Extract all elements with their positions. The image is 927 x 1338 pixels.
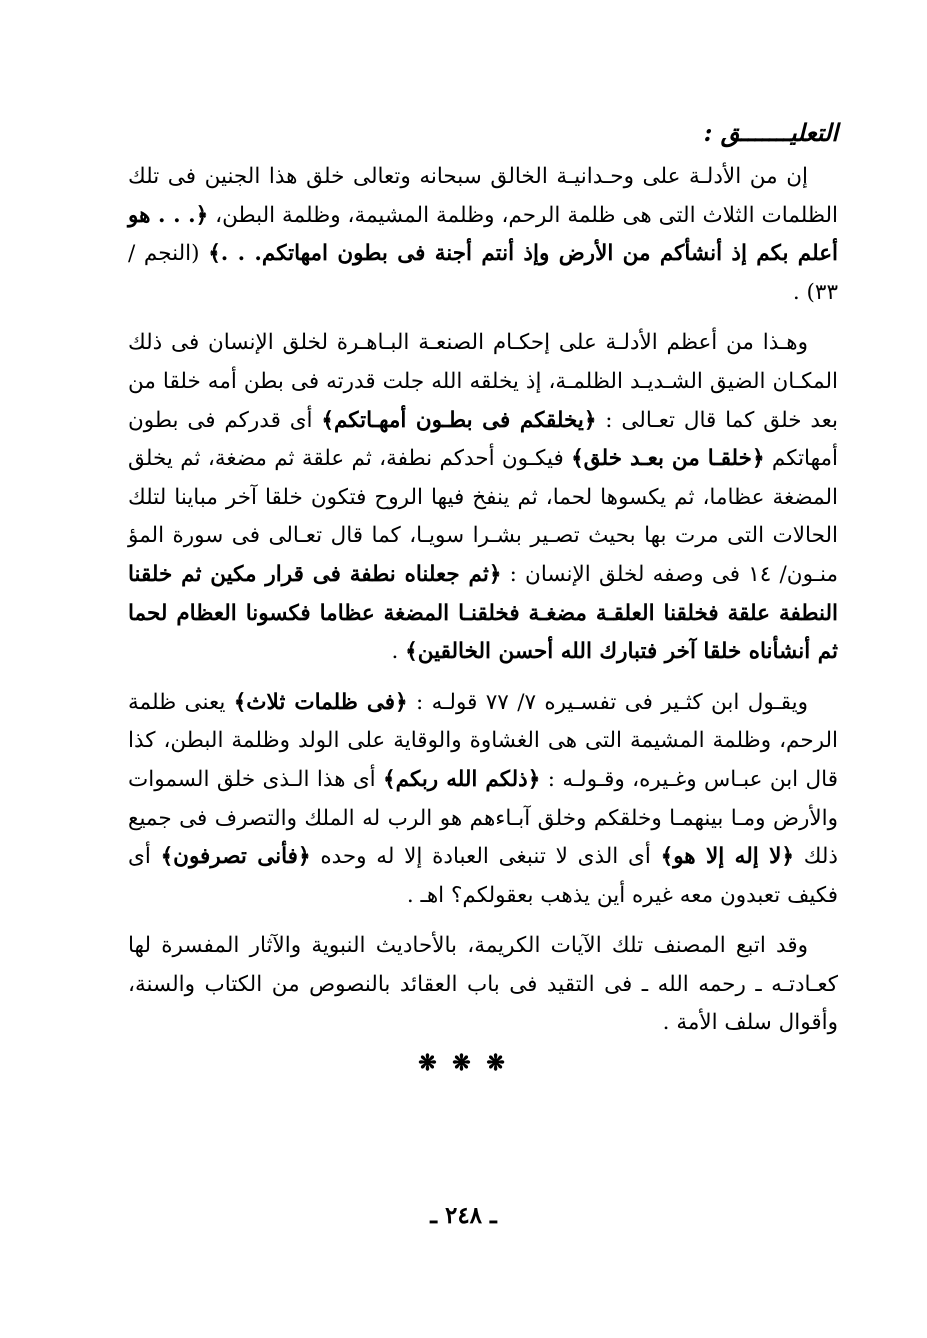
body-text: أى قدركم فى بطون أمهاتكم (128, 407, 839, 472)
quran-quote: ﴿يخلقكم فى بطـون أمهـاتكم﴾ (321, 407, 597, 433)
section-separator: ❋ ❋ ❋ (418, 1050, 509, 1076)
quran-quote: ﴿خلقـا من بعـد خلق﴾ (571, 446, 765, 472)
body-text: أى فكيف تعبدون معه غيره أين يذهب بعقولكم؟ اهـ . (128, 844, 838, 908)
body-text: وهـذا من أعظم الأدلـة على إحكـام الصنعـة البـاهـرة لخلق الإنسان فى ذلك المكـان الضيق الشـديـد الظلمـة، إذ يخلقه الله جلت قدرته فى بطن أمه خلقا من بعد خلق كما قال تعـالى : (128, 330, 839, 433)
body-text: أى هذا الـذى خلق السموات والأرض ومـا بينهمـا وخلقكم وخلق آبـاءهم هو الرب له الملك والتصرف فى جميع ذلك (128, 766, 838, 870)
quran-quote: ﴿فأنى تصرفون﴾ (160, 844, 311, 870)
quran-quote: ﴿. . . هو أعلم بكم إذ أنشأكم من الأرض وإذ أنتم أجنة فى بطون امهاتكم. . .﴾ (128, 202, 839, 267)
quran-quote: ﴿لا إله إلا هو﴾ (660, 844, 794, 870)
body-text: فيكـون أحدكم نطفة، ثم علقة ثم مضغة، ثم يخلق المضغة عظاما، ثم يكسوها لحما، ثم ينفخ فيها الروح فتكون خلقا آخر مباينا لتلك الحالات التى مرت بها بحيث تصـير بشـرا سويـا، كما قال تعـالى فى سورة المؤ منـون/ ١٤ فى وصفه لخلق الإنسان : (128, 446, 838, 587)
paragraph (128, 158, 838, 312)
paragraphs (128, 158, 838, 1043)
body-text: ويقـول ابن كثـير فى تفسـيره ٧/ ٧٧ قولـه : (407, 689, 808, 715)
body-text: وقد اتبع المصنف تلك الآيات الكريمة، بالأحاديث النبوية والآثار المفسرة لها كعـادتـه ـ رحمه الله ـ فى التقيد فى باب العقائد بالنصوص من الكتاب والسنة، وأقوال سلف الأمة . (128, 933, 838, 1036)
quran-quote: ﴿ثم جعلناه نطفة فى قرار مكين ثم خلقنا النطفة علقة فخلقنا العلقـة مضغـة فخلقنـا المضغة عظاما فكسونا العظام لحما ثم أنشأناه خلقا آخر فتبارك الله أحسن الخالقين﴾ (128, 561, 838, 665)
body-text: . (391, 639, 406, 665)
page-body (128, 112, 838, 1055)
body-text: أى الذى لا تنبغى العبادة إلا له وحده (310, 844, 661, 870)
paragraph (128, 684, 838, 916)
section-heading: التعليـــــــق : (703, 118, 838, 147)
page-number: ـ ٢٤٨ ـ (430, 1202, 497, 1229)
body-text: إن من الأدلـة على وحـدانيـة الخالق سبحانه وتعالى خلق هذا الجنين فى تلك الظلمات الثلاث التى هى ظلمة الرحم، وظلمة المشيمة، وظلمة البطن، (128, 164, 838, 228)
quran-quote: ﴿فى ظلمات ثلاث﴾ (233, 689, 408, 715)
body-text: يعنى ظلمة الرحم، وظلمة المشيمة التى هى الغشاوة والوقاية على الولد وظلمة البطن، كذا قال ابن عبـاس وغـيره، وقـولـه : (128, 689, 838, 792)
paragraph (128, 927, 838, 1043)
paragraph (128, 324, 838, 671)
quran-quote: ﴿ذلكم الله ربكم﴾ (383, 766, 541, 792)
body-text: (النجم /٣٣) . (128, 241, 838, 305)
